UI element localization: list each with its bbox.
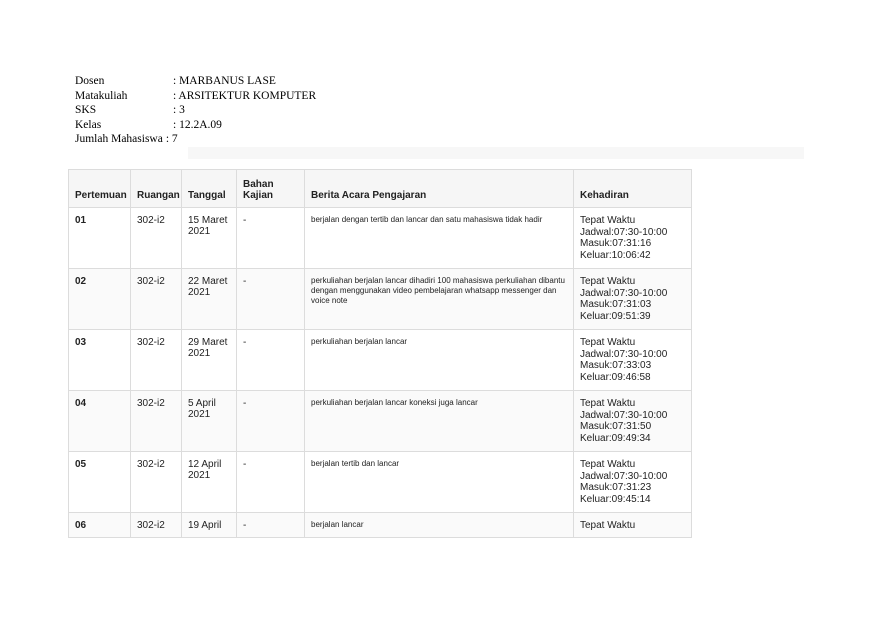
attendance-status: Tepat Waktu xyxy=(580,398,636,409)
attendance-check-in: Masuk:07:31:50 xyxy=(580,421,652,433)
attendance-check-in: Masuk:07:33:03 xyxy=(580,360,652,372)
cell-ruangan: 302-i2 xyxy=(131,269,182,330)
cell-ruangan: 302-i2 xyxy=(131,208,182,269)
header-pertemuan: Pertemuan xyxy=(69,170,131,208)
attendance-check-out: Keluar:09:51:39 xyxy=(580,310,651,322)
attendance-schedule: Jadwal:07:30-10:00 xyxy=(580,287,668,299)
attendance-status: Tepat Waktu xyxy=(580,337,636,348)
info-value: : MARBANUS LASE xyxy=(173,75,276,87)
header-ruangan: Ruangan xyxy=(131,170,182,208)
attendance-status: Tepat Waktu xyxy=(580,276,636,287)
attendance-schedule: Jadwal:07:30-10:00 xyxy=(580,348,668,360)
cell-kehadiran xyxy=(574,269,692,330)
cell-tanggal: 5 April 2021 xyxy=(182,391,237,452)
attendance-status: Tepat Waktu xyxy=(580,520,636,531)
info-band-divider xyxy=(188,147,804,159)
info-row-matakuliah xyxy=(75,89,316,104)
cell-kehadiran xyxy=(574,452,692,513)
info-row-kelas xyxy=(75,118,316,133)
cell-pertemuan: 02 xyxy=(69,269,131,330)
info-label: Dosen xyxy=(75,75,105,87)
cell-berita-acara: berjalan dengan tertib dan lancar dan satu mahasiswa tidak hadir xyxy=(305,208,574,269)
attendance-check-in: Masuk:07:31:03 xyxy=(580,299,652,311)
table-row xyxy=(69,208,692,269)
cell-bahan-kajian: - xyxy=(237,269,305,330)
cell-bahan-kajian: - xyxy=(237,208,305,269)
cell-kehadiran xyxy=(574,330,692,391)
cell-kehadiran xyxy=(574,391,692,452)
attendance-check-in: Masuk:07:31:23 xyxy=(580,482,652,494)
cell-berita-acara: perkuliahan berjalan lancar koneksi juga lancar xyxy=(305,391,574,452)
table-row xyxy=(69,513,692,538)
cell-bahan-kajian: - xyxy=(237,391,305,452)
header-kehadiran: Kehadiran xyxy=(574,170,692,208)
table-row xyxy=(69,269,692,330)
info-value: : 3 xyxy=(173,104,185,117)
info-value: : 12.2A.09 xyxy=(173,118,222,131)
cell-bahan-kajian: - xyxy=(237,330,305,391)
table-row xyxy=(69,452,692,513)
cell-ruangan: 302-i2 xyxy=(131,330,182,391)
info-label: Jumlah Mahasiswa xyxy=(75,133,163,146)
cell-pertemuan: 03 xyxy=(69,330,131,391)
attendance-check-out: Keluar:09:46:58 xyxy=(580,371,651,383)
cell-kehadiran xyxy=(574,208,692,269)
attendance-schedule: Jadwal:07:30-10:00 xyxy=(580,226,668,238)
info-row-sks xyxy=(75,103,316,118)
cell-pertemuan: 05 xyxy=(69,452,131,513)
cell-ruangan: 302-i2 xyxy=(131,391,182,452)
info-row-jumlah-mahasiswa xyxy=(75,132,316,147)
header-berita-acara: Berita Acara Pengajaran xyxy=(305,170,574,208)
cell-ruangan: 302-i2 xyxy=(131,513,182,538)
table-row xyxy=(69,330,692,391)
course-info xyxy=(75,74,316,147)
cell-pertemuan: 06 xyxy=(69,513,131,538)
attendance-check-out: Keluar:09:45:14 xyxy=(580,493,651,505)
attendance-schedule: Jadwal:07:30-10:00 xyxy=(580,470,668,482)
cell-tanggal: 22 Maret 2021 xyxy=(182,269,237,330)
table-row xyxy=(69,391,692,452)
cell-berita-acara: perkuliahan berjalan lancar dihadiri 100 mahasiswa perkuliahan dibantu dengan menggunakan video pembelajaran whatsapp messenger dan voice note xyxy=(305,269,574,330)
attendance-table xyxy=(68,169,692,538)
header-tanggal: Tanggal xyxy=(182,170,237,208)
header-bahan-kajian: Bahan Kajian xyxy=(237,170,305,208)
cell-tanggal: 29 Maret 2021 xyxy=(182,330,237,391)
cell-tanggal: 19 April xyxy=(182,513,237,538)
attendance-status: Tepat Waktu xyxy=(580,215,636,226)
attendance-schedule: Jadwal:07:30-10:00 xyxy=(580,409,668,421)
table-header-row xyxy=(69,170,692,208)
cell-berita-acara: perkuliahan berjalan lancar xyxy=(305,330,574,391)
attendance-check-out: Keluar:09:49:34 xyxy=(580,432,651,444)
attendance-check-in: Masuk:07:31:16 xyxy=(580,238,652,250)
cell-tanggal: 15 Maret 2021 xyxy=(182,208,237,269)
cell-pertemuan: 01 xyxy=(69,208,131,269)
cell-kehadiran xyxy=(574,513,692,538)
cell-bahan-kajian: - xyxy=(237,513,305,538)
cell-pertemuan: 04 xyxy=(69,391,131,452)
info-label: Matakuliah xyxy=(75,89,128,102)
cell-berita-acara: berjalan lancar xyxy=(305,513,574,538)
info-label: SKS xyxy=(75,104,97,117)
info-value: : ARSITEKTUR KOMPUTER xyxy=(173,89,317,102)
attendance-check-out: Keluar:10:06:42 xyxy=(580,249,651,261)
info-label: Kelas xyxy=(75,118,102,131)
cell-berita-acara: berjalan tertib dan lancar xyxy=(305,452,574,513)
attendance-status: Tepat Waktu xyxy=(580,459,636,470)
cell-bahan-kajian: - xyxy=(237,452,305,513)
cell-ruangan: 302-i2 xyxy=(131,452,182,513)
info-value: : 7 xyxy=(165,133,178,146)
cell-tanggal: 12 April 2021 xyxy=(182,452,237,513)
info-row-dosen xyxy=(75,74,316,89)
